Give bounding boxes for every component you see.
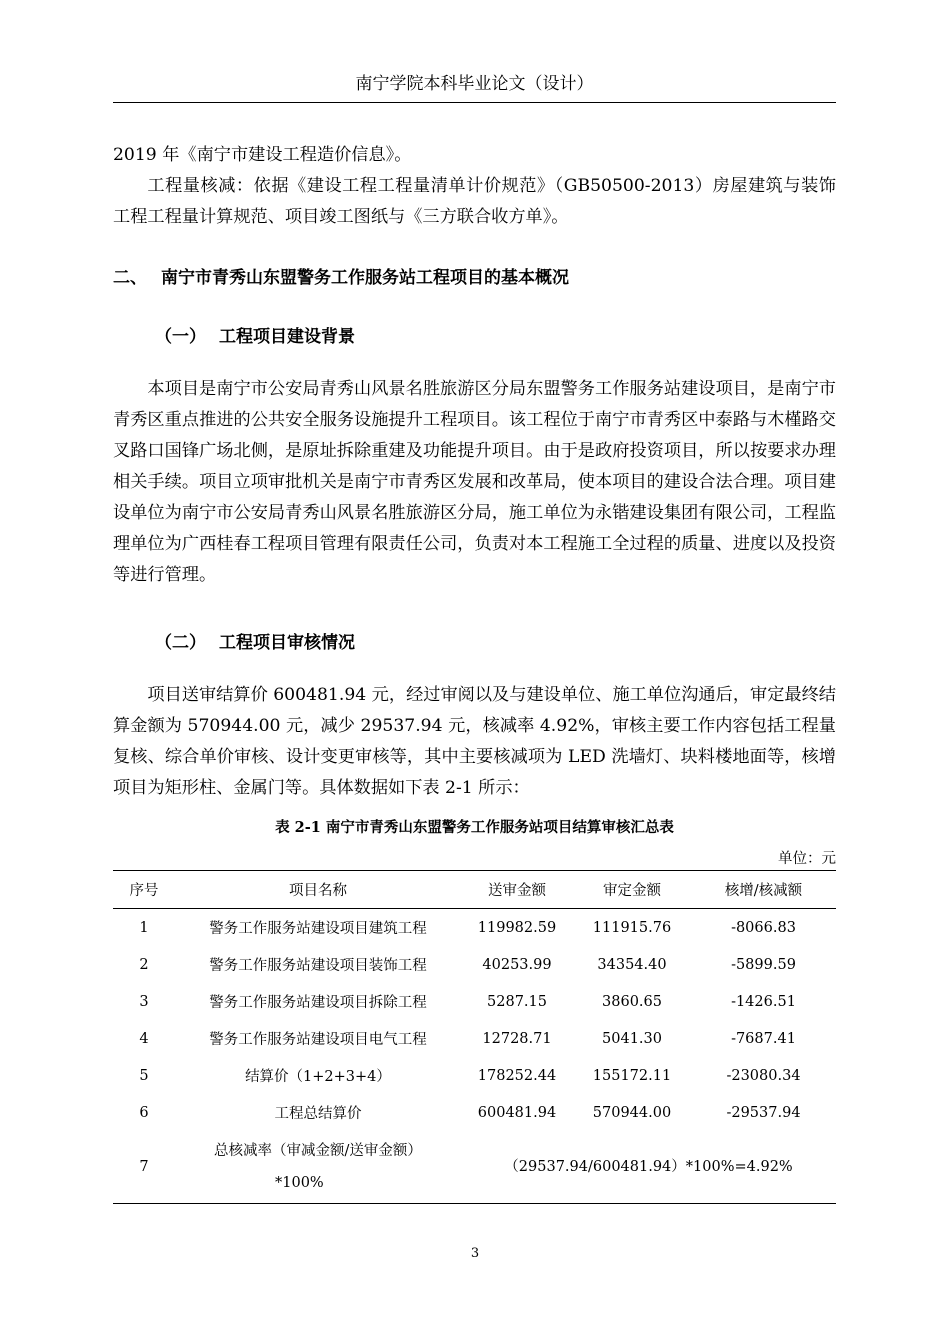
paragraph-text: 本项目是南宁市公安局青秀山风景名胜旅游区分局东盟警务工作服务站建设项目，是南宁市青秀区重点推进的公共安全服务设施提升工程项目。该工程位于南宁市青秀区中泰路与木槿路交叉路口国锋广场北侧，是原址拆除重建及功能提升项目。由于是政府投资项目，所以按要求办理相关手续。项目立项审批机关是南宁市青秀区发展和改革局，使本项目的建设合法合理。项目建设单位为南宁市公安局青秀山风景名胜旅游区分局，施工单位为永锴建设集团有限公司，工程监理单位为广西桂春工程项目管理有限责任公司，负责对本工程施工全过程的质量、进度以及投资等进行管理。 xyxy=(113,379,836,585)
table-row xyxy=(113,946,836,983)
table-caption: 表 2-1 南宁市青秀山东盟警务工作服务站项目结算审核汇总表 xyxy=(275,819,674,836)
table-row xyxy=(113,983,836,1020)
table-row xyxy=(113,1020,836,1057)
table-cell: 警务工作服务站建设项目拆除工程 xyxy=(209,995,427,1011)
paragraph-background xyxy=(113,374,836,591)
table-cell: 570944.00 xyxy=(592,1104,672,1121)
paragraph-references xyxy=(113,140,836,233)
table-cell: 34354.40 xyxy=(597,956,667,973)
table-row xyxy=(113,909,836,947)
subsection-title: 工程项目建设背景 xyxy=(219,327,355,347)
table-cell: 155172.11 xyxy=(592,1067,672,1084)
paragraph-review xyxy=(113,680,836,804)
table-cell: -8066.83 xyxy=(731,919,796,936)
subsection-number: （一） xyxy=(155,327,206,347)
table-cell: -29537.94 xyxy=(726,1104,801,1121)
table-row xyxy=(113,1057,836,1094)
table-row xyxy=(113,1094,836,1131)
table-cell: -1426.51 xyxy=(731,993,796,1010)
table-cell: 1 xyxy=(139,919,149,936)
subsection-title: 工程项目审核情况 xyxy=(219,633,355,653)
paragraph-text: 项目送审结算价 600481.94 元，经过审阅以及与建设单位、施工单位沟通后，审定最终结算金额为 570944.00 元，减少 29537.94 元，核减率 4.92%，审核主要工作内容包括工程量复核、综合单价审核、设计变更审核等，其中主要核减项为 LED 洗墙灯、块料楼地面等，核增项目为矩形柱、金属门等。具体数据如下表 2-1 所示： xyxy=(113,685,836,798)
table-cell: 7 xyxy=(113,1131,175,1204)
subsection-heading xyxy=(155,628,355,653)
table-cell: 111915.76 xyxy=(592,919,672,936)
section-heading xyxy=(113,263,569,288)
table-cell: 40253.99 xyxy=(482,956,552,973)
table-cell: 178252.44 xyxy=(477,1067,557,1084)
column-header: 核增/核减额 xyxy=(691,871,836,909)
subsection-number: （二） xyxy=(155,633,206,653)
table-cell-rate: （29537.94/600481.94）*100%=4.92% xyxy=(461,1131,836,1204)
table-cell: 119982.59 xyxy=(477,919,557,936)
paragraph-text: 2019 年《南宁市建设工程造价信息》。 xyxy=(113,145,412,165)
column-header: 审定金额 xyxy=(573,871,691,909)
table-cell: 5 xyxy=(139,1067,149,1084)
table-cell: 2 xyxy=(139,956,149,973)
table-cell: 警务工作服务站建设项目电气工程 xyxy=(209,1032,427,1048)
table-cell: 5287.15 xyxy=(487,993,547,1010)
table-row-total-rate xyxy=(113,1131,836,1204)
subsection-heading xyxy=(155,322,355,347)
column-header: 序号 xyxy=(113,871,175,909)
table-cell: -23080.34 xyxy=(726,1067,801,1084)
table-cell: 12728.71 xyxy=(482,1030,552,1047)
table-cell: 600481.94 xyxy=(477,1104,557,1121)
section-title: 南宁市青秀山东盟警务工作服务站工程项目的基本概况 xyxy=(161,268,569,288)
summary-table xyxy=(113,870,836,1204)
table-unit: 单位：元 xyxy=(778,851,836,867)
table-cell: 6 xyxy=(139,1104,149,1121)
table-cell: 警务工作服务站建设项目建筑工程 xyxy=(209,921,427,937)
table-cell: 警务工作服务站建设项目装饰工程 xyxy=(209,958,427,974)
section-number: 二、 xyxy=(113,268,147,288)
page-number: 3 xyxy=(470,1246,480,1261)
table-cell: 4 xyxy=(139,1030,149,1047)
table-cell: 5041.30 xyxy=(602,1030,662,1047)
column-header: 项目名称 xyxy=(175,871,461,909)
table-cell: 工程总结算价 xyxy=(274,1106,362,1122)
rate-label-line2: *100% xyxy=(275,1175,324,1191)
column-header: 送审金额 xyxy=(461,871,573,909)
table-cell: -5899.59 xyxy=(731,956,796,973)
table-cell xyxy=(175,1131,461,1204)
rate-label-line1: 总核减率（审减金额/送审金额） xyxy=(214,1143,422,1159)
table-cell: 3 xyxy=(139,993,149,1010)
page-header: 南宁学院本科毕业论文（设计） xyxy=(113,72,836,103)
table-header-row xyxy=(113,871,836,909)
paragraph-text: 工程量核减：依据《建设工程工程量清单计价规范》（GB50500-2013）房屋建筑与装饰工程工程量计算规范、项目竣工图纸与《三方联合收方单》。 xyxy=(113,176,836,227)
table-cell: 结算价（1+2+3+4） xyxy=(245,1069,391,1085)
table-cell: 3860.65 xyxy=(602,993,662,1010)
table-cell: -7687.41 xyxy=(731,1030,796,1047)
